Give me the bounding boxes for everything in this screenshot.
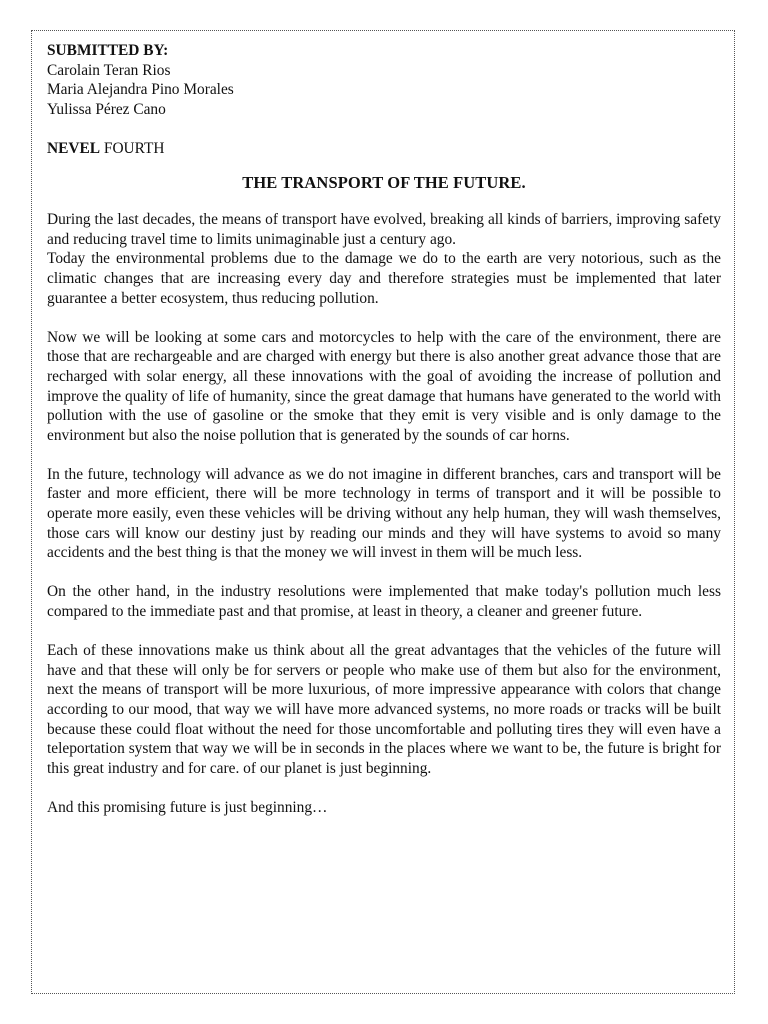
document-body: [47, 41, 721, 818]
paragraph: Each of these innovations make us think about all the great advantages that the vehicles of the future will have and that these will only be for servers or people who make use of them but also for the environment, next the means of transport will be more luxurious, of more impressive appearance with colors that change according to our mood, that way we will have more advanced systems, no more roads or tracks will be built because these could float without the need for those uncomfortable and polluting tires they will even have a teleportation system that way we will be in seconds in the places where we want to be, the future is bright for this great industry and for care. of our planet is just beginning.: [47, 642, 721, 777]
document-title: THE TRANSPORT OF THE FUTURE.: [242, 172, 526, 192]
level-value: FOURTH: [100, 139, 165, 157]
level-label: NEVEL: [47, 139, 101, 157]
author-name: Maria Alejandra Pino Morales: [47, 81, 234, 99]
paragraph: Now we will be looking at some cars and motorcycles to help with the care of the environment, there are those that are rechargeable and are charged with energy but there is also another great advance those that are recharged with solar energy, all these innovations with the goal of avoiding the increase of pollution and improve the quality of life of humanity, since the great damage that humans have generated to the world with pollution with the use of gasoline or the smoke that they emit is very visible and is only damage to the environment but also the noise pollution that is generated by the sounds of car horns.: [47, 328, 721, 444]
submitted-by-label: SUBMITTED BY:: [47, 42, 169, 59]
closing-line: And this promising future is just beginning…: [47, 798, 328, 816]
paragraph: On the other hand, in the industry resolutions were implemented that make today's pollution much less compared to the immediate past and that promise, at least in theory, a cleaner and greener future.: [47, 583, 721, 621]
paragraph: Today the environmental problems due to the damage we do to the earth are very notorious, such as the climatic changes that are increasing every day and therefore strategies must be implemented that later guarantee a better ecosystem, thus reducing pollution.: [47, 250, 721, 307]
paragraph: During the last decades, the means of transport have evolved, breaking all kinds of barriers, improving safety and reducing travel time to limits unimaginable just a century ago.: [47, 211, 721, 248]
author-name: Yulissa Pérez Cano: [47, 100, 166, 118]
level-line: [47, 139, 721, 159]
author-name: Carolain Teran Rios: [47, 61, 171, 79]
paragraph: In the future, technology will advance as we do not imagine in different branches, cars and transport will be faster and more efficient, there will be more technology in terms of transport and it will be possible to operate more easily, even these vehicles will be driving without any help human, they will wash themselves, those cars will know our destiny just by reading our minds and they will have systems to avoid so many accidents and the best thing is that the money we will invest in them will be much less.: [47, 465, 721, 562]
